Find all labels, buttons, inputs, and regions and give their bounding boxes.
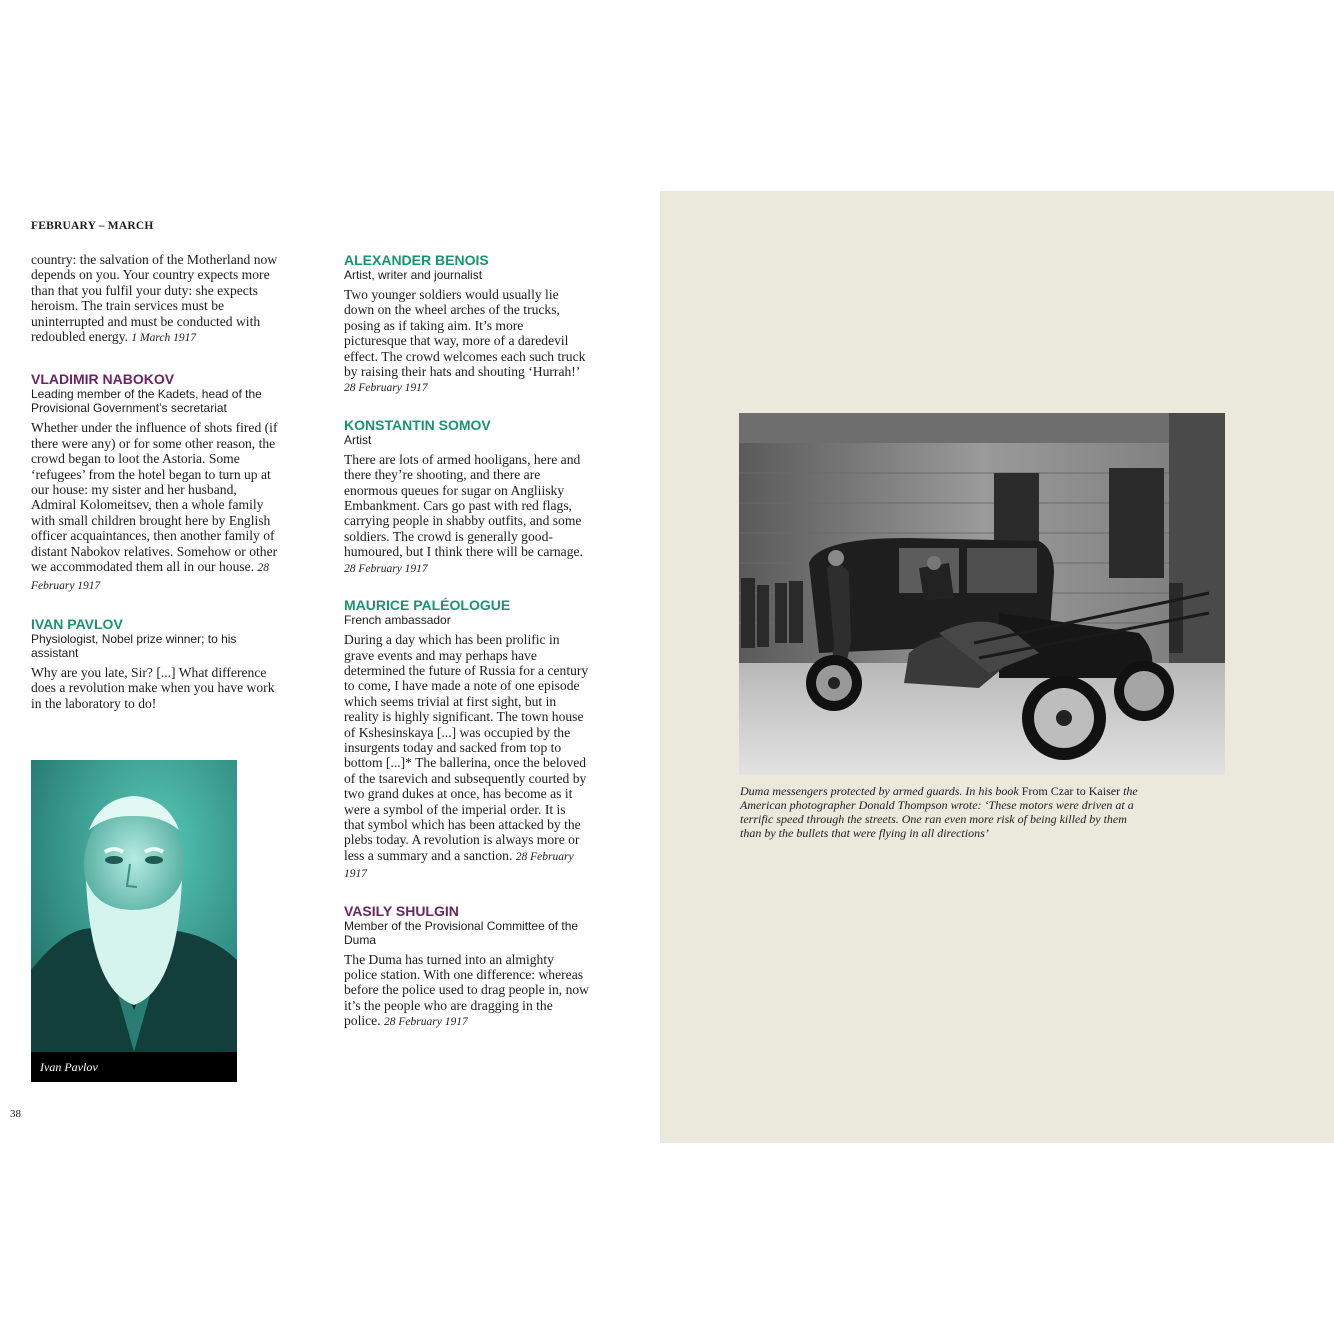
entry-text: The Duma has turned into an almighty police station. With one difference: whereas before the police used to drag people in, now it’s the people who are dragging in the police. 28 February 1917 — [344, 951, 589, 1029]
entry-name: VLADIMIR NABOKOV — [31, 371, 175, 388]
continuation-entry — [31, 252, 281, 346]
entry-text: country: the salvation of the Motherland now depends on you. Your country expects more than that you fulfil your duty: she expects heroism. The train services must be uninterrupted and must be conducted with redoubled energy. 1 March 1917 — [31, 252, 278, 345]
entry-name: VASILY SHULGIN — [344, 902, 459, 919]
left-column — [31, 252, 281, 728]
entry-name: IVAN PAVLOV — [31, 615, 123, 632]
entry-role: Member of the Provisional Committee of the Duma — [344, 918, 579, 947]
middle-column — [344, 252, 589, 1048]
entry-benois — [344, 252, 589, 397]
entry-date: 1 March 1917 — [131, 332, 197, 345]
entry-role: French ambassador — [344, 613, 451, 628]
entry-date: 28 February 1917 — [344, 562, 428, 575]
entry-shulgin — [344, 903, 589, 1031]
entry-name: MAURICE PALÉOLOGUE — [344, 597, 511, 614]
photo-caption: Duma messengers protected by armed guards. In his book From Czar to Kaiser the American photographer Donald Thompson wrote: ‘These motors were driven at a terrific speed through the streets. One ran even more risk of being killed by them than by the bullets that were flying in all directions’ — [740, 784, 1138, 840]
entry-date: 28 February 1917 — [344, 382, 428, 395]
entry-date: 28 February 1917 — [384, 1016, 468, 1029]
duma-car-photo — [739, 413, 1225, 775]
entry-name: ALEXANDER BENOIS — [344, 252, 489, 268]
entry-text: Two younger soldiers would usually lie down on the wheel arches of the trucks, posing as if taking aim. It’s more picturesque that way, more of a daredevil effect. The crowd welcomes each such truck by raising their hats and shouting ‘Hurrah!’ 28 February 1917 — [344, 287, 586, 395]
portrait-caption: Ivan Pavlov — [31, 1052, 237, 1082]
portrait-image — [31, 760, 237, 1052]
pavlov-portrait — [31, 760, 237, 1082]
entry-somov — [344, 417, 589, 577]
page-number: 38 — [10, 1108, 21, 1120]
entry-date: 28 February 1917 — [31, 562, 270, 592]
entry-paleologue — [344, 597, 589, 883]
entry-role: Leading member of the Kadets, head of the Provisional Government’s secretariat — [31, 387, 262, 416]
entry-text: Why are you late, Sir? [...] What difference does a revolution make when you have work in the laboratory to do! — [31, 664, 275, 711]
entry-name: KONSTANTIN SOMOV — [344, 416, 491, 433]
entry-text: During a day which has been prolific in grave events and may perhaps have determined the future of Russia for a century to come, I have made a note of one episode which seems trivial at first sight, but in reality is highly significant. The town house of Kshesinskaya [...] was occupied by the insurgents today and sacked from top to bottom [...]* The ballerina, once the beloved of the tsarevich and subsequently courted by two grand dukes at once, has become as it were a symbol of the imperial order. It is that symbol which has been attacked by the plebs today. A revolution is always more or less a summary and a sanction. 28 February 1917 — [344, 632, 589, 881]
caption-book-title: From Czar to Kaiser — [1021, 784, 1121, 798]
entry-date: 28 February 1917 — [344, 850, 574, 881]
entry-pavlov — [31, 616, 281, 711]
photo-image — [739, 413, 1225, 775]
entry-role: Physiologist, Nobel prize winner; to his assistant — [31, 631, 237, 660]
running-head: FEBRUARY – MARCH — [31, 220, 154, 232]
entry-role: Artist, writer and journalist — [344, 268, 483, 282]
entry-nabokov — [31, 371, 281, 593]
entry-role: Artist — [344, 432, 372, 447]
entry-text: There are lots of armed hooligans, here and there they’re shooting, and there are enormous queues for sugar on Angliisky Embankment. Cars go past with red flags, carrying people in shabby outfits, and some soldiers. The crowd is generally good-humoured, but I think there will be carnage. 28 February 1917 — [344, 451, 583, 575]
entry-text: Whether under the influence of shots fired (if there were any) or for some other reason, the crowd began to loot the Astoria. Some ‘refugees’ from the hotel began to turn up at our house: my sister and her husband, Admiral Kolomeitsev, then a whole family with small children brought here by English officer acquaintances, then another family of distant Nabokov relatives. Somehow or other we accommodated them all in our house. 28 February 1917 — [31, 420, 278, 592]
